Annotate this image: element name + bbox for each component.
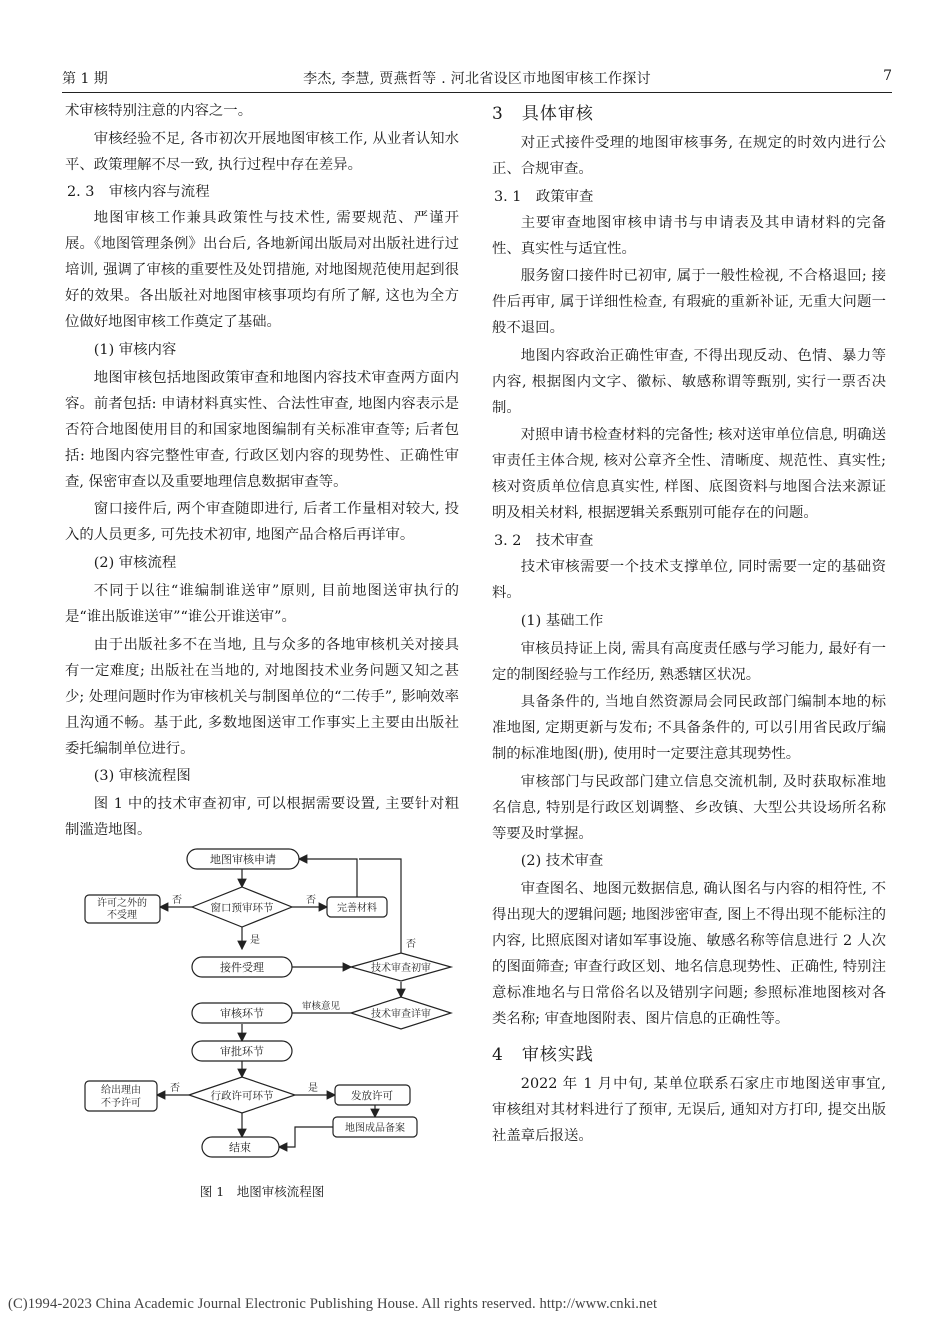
edge-label-opinion: 审核意见 xyxy=(301,1001,341,1013)
paragraph: 审查图名、地图元数据信息, 确认图名与内容的相符性, 不得出现大的逻辑问题; 地图涉密审查, 图上不得出现不能标注的内容, 比照底图对诸如军事设施、敏感名称等信息进行 2 人次的图面筛查; 审查行政区划、地名信息现势性、正确性, 特别注意标准地名与日常俗名以及错别字问题; 参照标准地图核对各类名称; 审查地图附表、图片信息的正确性等。 xyxy=(492,881,886,1028)
left-column xyxy=(65,98,459,1205)
running-title: 李杰, 李慧, 贾燕哲等 . 河北省设区市地图审核工作探讨 xyxy=(303,71,651,87)
label-approve: 审批环节 xyxy=(220,1045,264,1059)
paragraph: 审核经验不足, 各市初次开展地图审核工作, 从业者认知水平、政策理解不尽一致, 执行过程中存在差异。 xyxy=(65,130,459,173)
paragraph: 服务窗口接件时已初审, 属于一般性检视, 不合格退回; 接件后再审, 属于详细性检查, 有瑕疵的重新补证, 无重大问题一般不退回。 xyxy=(492,268,886,337)
section-heading-3: 3 具体审核 xyxy=(492,104,594,124)
section-heading-2-3: 2. 3 审核内容与流程 xyxy=(67,184,210,201)
paragraph: 2022 年 1 月中旬, 某单位联系石家庄市地图送审事宜, 审核组对其材料进行了预审, 无误后, 通知对方打印, 提交出版社盖章后报送。 xyxy=(492,1076,886,1145)
label-reject1b: 不受理 xyxy=(107,910,137,922)
paragraph: 地图内容政治正确性审查, 不得出现反动、色情、暴力等内容, 根据图内文字、徽标、敏感称谓等甄别, 实行一票否决制。 xyxy=(492,347,886,416)
paragraph: 由于出版社多不在当地, 且与众多的各地审核机关对接具有一定难度; 出版社在当地的, 对地图技术业务问题又知之甚少; 处理问题时作为审核机关与制图单位的“二传手”, 影响效率且沟通不畅。基于此, 多数地图送审工作事实上主要由出版社委托编制单位进行。 xyxy=(65,636,459,757)
paragraph: 窗口接件后, 两个审查随即进行, 后者工作量相对较大, 投入的人员更多, 可先技术初审, 地图产品合格后再详审。 xyxy=(65,501,459,544)
paragraph: 审核员持证上岗, 需具有高度责任感与学习能力, 最好有一定的制图经验与工作经历, 熟悉辖区状况。 xyxy=(492,640,886,683)
label-tech1: 技术审查初审 xyxy=(371,963,431,975)
running-header xyxy=(62,64,892,90)
subheading-flowchart: (3) 审核流程图 xyxy=(93,768,191,785)
label-tech2: 技术审查详审 xyxy=(371,1009,431,1021)
label-record: 地图成品备案 xyxy=(345,1123,405,1135)
label-review: 审核环节 xyxy=(220,1007,264,1021)
paragraph: 图 1 中的技术审查初审, 可以根据需要设置, 主要针对粗制滥造地图。 xyxy=(65,796,459,839)
section-heading-4: 4 审核实践 xyxy=(492,1045,594,1066)
subheading-technical-review: (2) 技术审查 xyxy=(520,853,604,870)
paragraph: 主要审查地图审核申请书与申请表及其申请材料的完备性、真实性与适宜性。 xyxy=(492,214,886,257)
copyright-footer: (C)1994-2023 China Academic Journal Electronic Publishing House. All rights reserved. http://www.cnki.net xyxy=(8,1296,658,1312)
paragraph: 不同于以往“谁编制谁送审”原则, 目前地图送审执行的是“谁出版谁送审”“谁公开谁送审”。 xyxy=(65,582,459,625)
paragraph: 地图审核工作兼具政策性与技术性, 需要规范、严谨开展。《地图管理条例》出台后, 各地新闻出版局对出版社进行过培训, 强调了审核的重要性及处罚措施, 对地图规范使用起到很好的效果。各出版社对地图审核事项均有所了解, 这也为全方位做好地图审核工作奠定了基础。 xyxy=(65,210,459,331)
paragraph: 对照申请书检查材料的完备性; 核对送审单位信息, 明确送审责任主体合规, 核对公章齐全性、清晰度、规范性、真实性; 核对资质单位信息真实性, 样图、底图资料与地图合法来源证明及相关材料, 根据逻辑关系甄别可能存在的问题。 xyxy=(492,427,886,522)
label-reject1a: 许可之外的 xyxy=(97,898,147,910)
edge-label-no: 否 xyxy=(406,939,416,951)
label-reject2b: 不予许可 xyxy=(101,1098,141,1110)
paragraph: 审核部门与民政部门建立信息交流机制, 及时获取标准地名信息, 特别是行政区划调整、乡改镇、大型公共设场所名称等要及时掌握。 xyxy=(492,773,886,842)
label-admin: 行政许可环节 xyxy=(210,1090,274,1103)
label-improve: 完善材料 xyxy=(337,903,377,915)
label-apply: 地图审核申请 xyxy=(210,853,276,867)
paragraph: 具备条件的, 当地自然资源局会同民政部门编制本地的标准地图, 定期更新与发布; 不具备条件的, 可以引用省民政厅编制的标准地图(册), 使用时一定要注意其现势性。 xyxy=(492,694,886,763)
header-rule xyxy=(62,92,892,93)
section-heading-3-2: 3. 2 技术审查 xyxy=(494,532,594,549)
edge-label-no: 否 xyxy=(306,895,316,907)
flowchart-diagram xyxy=(65,847,459,1179)
flowchart-figure xyxy=(65,847,459,1179)
subheading-basic-work: (1) 基础工作 xyxy=(520,612,604,629)
edge-label-no: 否 xyxy=(170,1083,180,1095)
paragraph: 技术审核需要一个技术支撑单位, 同时需要一定的基础资料。 xyxy=(492,558,886,601)
paragraph: 对正式接件受理的地图审核事务, 在规定的时效内进行公正、合规审查。 xyxy=(492,135,886,177)
edge-label-no: 否 xyxy=(172,895,182,907)
label-accept: 接件受理 xyxy=(220,961,264,975)
edge-label-yes: 是 xyxy=(250,935,260,947)
right-column xyxy=(492,98,886,1151)
edge-label-yes: 是 xyxy=(308,1083,318,1095)
paragraph: 术审核特别注意的内容之一。 xyxy=(65,103,253,119)
subheading-process: (2) 审核流程 xyxy=(93,554,177,571)
subheading-content: (1) 审核内容 xyxy=(93,341,177,358)
issue-number: 第 1 期 xyxy=(62,71,108,87)
label-issue: 发放许可 xyxy=(351,1090,393,1103)
section-heading-3-1: 3. 1 政策审查 xyxy=(494,188,594,205)
label-end: 结束 xyxy=(229,1141,251,1155)
figure-caption: 图 1 地图审核流程图 xyxy=(199,1184,325,1200)
label-reject2a: 给出理由 xyxy=(101,1085,141,1097)
paragraph: 地图审核包括地图政策审查和地图内容技术审查两方面内容。前者包括: 申请材料真实性、合法性审查, 地图内容表示是否符合地图使用目的和国家地图编制有关标准审查等; 后者包括: 地图内容完整性审查, 行政区划内容的现势性、正确性审查, 保密审查以及重要地理信息数据审查等。 xyxy=(65,369,459,490)
page-number: 7 xyxy=(883,68,892,84)
label-window: 窗口预审环节 xyxy=(210,902,274,915)
